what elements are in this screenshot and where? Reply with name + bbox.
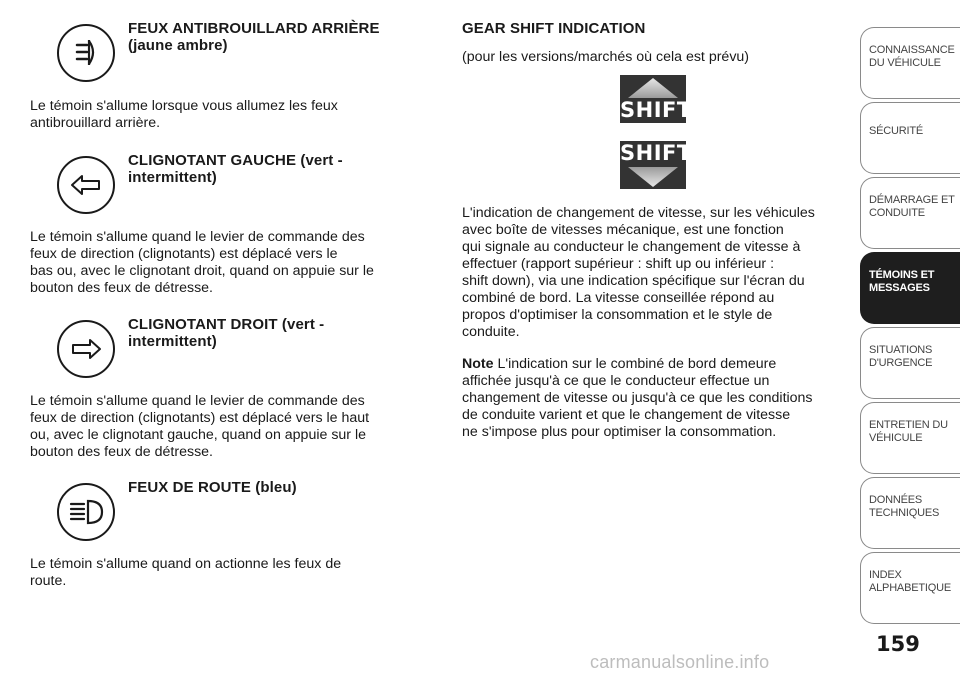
- gear-shift-note: [462, 356, 847, 441]
- right-turn-heading: [128, 316, 324, 350]
- note-text-line: changement de vitesse ou jusqu'à ce que les conditions: [462, 390, 813, 406]
- rear-fog-heading: [128, 20, 380, 54]
- tab-connaissance-du-vehicule[interactable]: [860, 27, 960, 99]
- note-text-line: affichée jusqu'à ce que le conducteur effectue un: [462, 373, 770, 389]
- right-turn-text-line: feux de direction (clignotants) est déplacé vers le haut: [30, 410, 370, 426]
- gear-shift-text-line: combiné de bord. La vitesse conseillée répond au: [462, 290, 775, 306]
- tab-demarrage-et-conduite[interactable]: [860, 177, 960, 249]
- tab-label: ENTRETIEN DU VÉHICULE: [869, 419, 948, 444]
- gear-shift-title: GEAR SHIFT INDICATION: [462, 20, 646, 37]
- gear-shift-text-line: avec boîte de vitesses mécanique, est une fonction: [462, 222, 784, 238]
- shift-down-label: SHIFT: [620, 141, 692, 165]
- right-turn-heading-line1: CLIGNOTANT DROIT (vert -: [128, 316, 325, 333]
- gear-shift-text-line: shift down), via une indication spécifique sur l'écran du: [462, 273, 805, 289]
- gear-shift-text-line: propos d'optimiser la consommation et le style de: [462, 307, 773, 323]
- gear-shift-text-line: conduite.: [462, 324, 520, 340]
- right-turn-signal-icon: [57, 320, 115, 378]
- high-beam-description: [30, 556, 445, 590]
- right-turn-description: [30, 393, 445, 461]
- high-beam-text-line: Le témoin s'allume quand on actionne les feux de: [30, 556, 342, 572]
- tab-label: DONNÉES TECHNIQUES: [869, 494, 940, 519]
- left-turn-heading: [128, 152, 343, 186]
- rear-fog-heading-line2: (jaune ambre): [128, 37, 228, 54]
- page-number: 159: [876, 632, 920, 656]
- right-turn-text-line: Le témoin s'allume quand le levier de commande des: [30, 393, 365, 409]
- left-turn-description: [30, 229, 445, 297]
- left-turn-text-line: Le témoin s'allume quand le levier de commande des: [30, 229, 365, 245]
- rear-fog-light-icon: [57, 24, 115, 82]
- left-turn-signal-icon: [57, 156, 115, 214]
- gear-shift-description: [462, 205, 847, 341]
- tab-label: TÉMOINS ET MESSAGES: [869, 269, 935, 294]
- shift-down-icon: [620, 141, 692, 189]
- tab-label: DÉMARRAGE ET CONDUITE: [869, 194, 955, 219]
- rear-fog-text-line: Le témoin s'allume lorsque vous allumez les feux: [30, 98, 338, 114]
- tab-entretien-du-vehicule[interactable]: [860, 402, 960, 474]
- right-turn-text-line: bouton des feux de détresse.: [30, 444, 213, 460]
- shift-up-icon: [620, 75, 692, 123]
- watermark: carmanualsonline.info: [590, 652, 770, 672]
- right-turn-heading-line2: intermittent): [128, 333, 217, 350]
- gear-shift-subtitle: (pour les versions/marchés où cela est prévu): [462, 49, 750, 65]
- tab-label: SÉCURITÉ: [869, 125, 924, 137]
- rear-fog-text-line: antibrouillard arrière.: [30, 115, 161, 131]
- tab-securite[interactable]: [860, 102, 960, 174]
- chapter-tabs: [860, 0, 960, 678]
- high-beam-heading-bold: FEUX DE ROUTE: [128, 479, 251, 496]
- tab-label: CONNAISSANCE DU VÉHICULE: [869, 44, 955, 69]
- tab-label: INDEX ALPHABETIQUE: [869, 569, 951, 594]
- high-beam-text-line: route.: [30, 573, 67, 589]
- high-beam-heading-rest: (bleu): [250, 479, 297, 496]
- tab-temoins-et-messages[interactable]: [860, 252, 960, 324]
- tab-situations-d-urgence[interactable]: [860, 327, 960, 399]
- left-turn-text-line: bas ou, avec le clignotant droit, quand on appuie sur le: [30, 263, 374, 279]
- shift-up-label: SHIFT: [620, 98, 692, 122]
- high-beam-heading: [128, 479, 297, 496]
- note-label: Note: [462, 356, 494, 372]
- note-text-line: L'indication sur le combiné de bord demeure: [493, 356, 777, 372]
- left-turn-text-line: bouton des feux de détresse.: [30, 280, 213, 296]
- left-turn-heading-line2: intermittent): [128, 169, 217, 186]
- high-beam-icon: [57, 483, 115, 541]
- rear-fog-heading-line1: FEUX ANTIBROUILLARD ARRIÈRE: [128, 20, 380, 37]
- rear-fog-description: [30, 98, 440, 132]
- left-turn-heading-line1: CLIGNOTANT GAUCHE (vert -: [128, 152, 343, 169]
- gear-shift-text-line: effectuer (rapport supérieur : shift up ou inférieur :: [462, 256, 775, 272]
- left-turn-text-line: feux de direction (clignotants) est déplacé vers le: [30, 246, 338, 262]
- note-text-line: de conduite varient et que le changement de vitesse: [462, 407, 791, 423]
- tab-donnees-techniques[interactable]: [860, 477, 960, 549]
- gear-shift-text-line: L'indication de changement de vitesse, sur les véhicules: [462, 205, 815, 221]
- tab-index-alphabetique[interactable]: [860, 552, 960, 624]
- right-turn-text-line: ou, avec le clignotant gauche, quand on appuie sur le: [30, 427, 367, 443]
- tab-label: SITUATIONS D'URGENCE: [869, 344, 933, 369]
- note-text-line: ne s'impose plus pour optimiser la consommation.: [462, 424, 777, 440]
- gear-shift-text-line: qui signale au conducteur le changement de vitesse à: [462, 239, 801, 255]
